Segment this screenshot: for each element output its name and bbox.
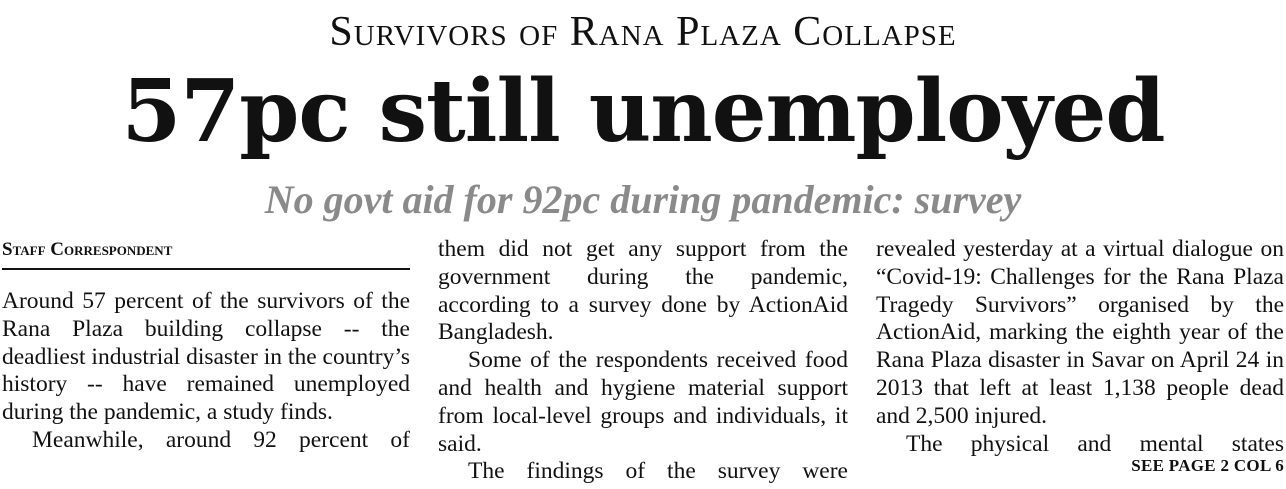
- paragraph: Some of the respondents received food and health and hygiene material support from local-level groups and individuals, it said.: [438, 347, 848, 457]
- kicker: Survivors of Rana Plaza Collapse: [329, 9, 957, 55]
- paragraph: them did not get any support from the government during the pandemic, according to a survey done by ActionAid Bangladesh.: [438, 236, 848, 346]
- headline: 57pc still unemployed: [121, 61, 1165, 162]
- paragraph: Meanwhile, around 92 percent of: [32, 426, 410, 453]
- byline: Staff Correspondent: [2, 236, 410, 270]
- continuation-jump: SEE PAGE 2 COL 6: [1131, 456, 1284, 475]
- article-column-3: [876, 236, 1284, 458]
- paragraph: revealed yesterday at a virtual dialogue on “Covid-19: Challenges for the Rana Plaza Tragedy Survivors” organised by the ActionAid, marking the eighth year of the Rana Plaza disaster in Savar on April 24 in 2013 that left at least 1,138 people dead and 2,500 injured.: [876, 236, 1284, 429]
- paragraph: The physical and mental states: [906, 430, 1284, 457]
- subheadline: No govt aid for 92pc during pandemic: survey: [264, 177, 1022, 222]
- paragraph: The findings of the survey were: [468, 458, 848, 485]
- article-column-2: [438, 236, 848, 486]
- article-column-1: [2, 236, 410, 455]
- paragraph: Around 57 percent of the survivors of the Rana Plaza building collapse -- the deadliest industrial disaster in the country’s history -- have remained unemployed during the pandemic, a study finds.: [2, 288, 410, 426]
